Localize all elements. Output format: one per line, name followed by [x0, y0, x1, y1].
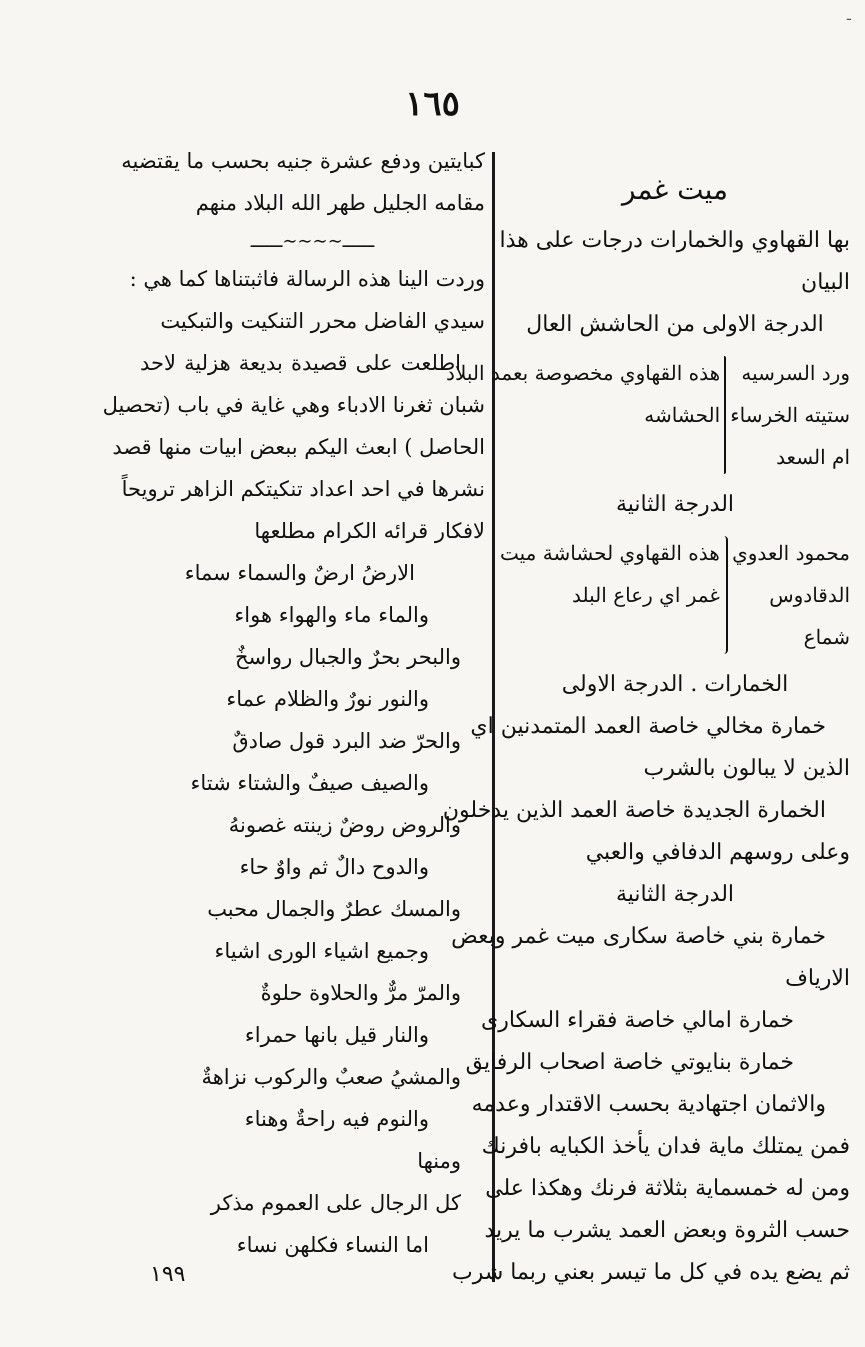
text-line: الذين لا يبالون بالشرب: [643, 756, 850, 781]
poem-line: والنوم فيه راحةٌ وهناء: [244, 1107, 429, 1131]
text-line: حسب الثروة وبعض العمد يشرب ما يريد: [484, 1218, 850, 1243]
brace-desc-line: غمر اي رعاع البلد: [572, 583, 720, 607]
poem-line: والحرّ ضد البرد قول صادقٌ: [232, 729, 461, 753]
brace-names: [730, 352, 850, 478]
text-line: الخمارة الجديدة خاصة العمد الذين يدخلون: [442, 798, 826, 823]
cafe-name: ورد السرسيه: [741, 361, 850, 385]
poem-line: والدوح دالٌ ثم واوٌ حاء: [239, 855, 429, 879]
intro-line: بها القهاوي والخمارات درجات على هذا: [499, 228, 850, 253]
cafe-name: ام السعد: [776, 445, 850, 469]
brace-description: [446, 352, 720, 478]
prose-line: الحاصل ) ابعث اليكم ببعض ابيات منها قصد: [112, 435, 485, 459]
brace-desc-line: هذه القهاوي مخصوصة بعمد البلاد: [446, 361, 721, 385]
brace-mark: [724, 536, 728, 654]
section-heading: الدرجة الثانية: [615, 882, 735, 907]
section-heading: الدرجة الثانية: [615, 492, 735, 517]
separator-glyphs: ــــــ∽∽∽∽ــــــ: [250, 230, 375, 252]
text-line: ومن له خمسماية بثلاثة فرنك وهكذا على: [485, 1176, 850, 1201]
text-line: خمارة بنايوتي خاصة اصحاب الرفايق: [465, 1050, 794, 1075]
brace-names: [732, 532, 850, 658]
text-line: وعلى روسهم الدفافي والعبي: [585, 840, 850, 865]
page-number: ١٦٥: [405, 84, 460, 124]
cafe-name: الدقادوس: [769, 583, 850, 607]
section-heading: الدرجة الاولى من الحاشش العال: [526, 312, 824, 337]
corner-mark: ـ: [846, 8, 851, 24]
poem-line: والروض روضٌ زينته غصونهُ: [228, 813, 461, 837]
prose-line: اطلعت على قصيدة بديعة هزلية لاحد: [140, 351, 461, 375]
poem-line: والمسك عطرٌ والجمال محبب: [207, 897, 461, 921]
text-line: فمن يمتلك ماية فدان يأخذ الكبايه بافرنك: [481, 1134, 850, 1159]
prose-line: شبان ثغرنا الادباء وهي غاية في باب (تحصيل: [102, 393, 485, 417]
cafe-name: ستيته الخرساء: [730, 403, 850, 427]
poem-line: والمشيُ صعبٌ والركوب نزاهةٌ: [201, 1065, 461, 1089]
brace-block: [500, 532, 850, 658]
brace-mark: [724, 356, 726, 474]
section-heading: الخمارات . الدرجة الاولى: [561, 672, 789, 697]
text-line: ثم يضع يده في كل ما تيسر بعني ربما شرب: [452, 1260, 850, 1285]
letter-address: سيدي الفاضل محرر التنكيت والتبكيت: [160, 309, 485, 333]
poem-line: كل الرجال على العموم مذكر: [210, 1191, 461, 1215]
cafe-name: محمود العدوي: [732, 541, 850, 565]
poem-line: والنور نورٌ والظلام عماء: [226, 687, 429, 711]
footer-number: ١٩٩: [150, 1262, 186, 1287]
brace-block: [446, 352, 850, 478]
text-line: خمارة امالي خاصة فقراء السكارى: [481, 1008, 794, 1033]
poem-line: والبحر بحرٌ والجبال رواسخٌ: [234, 645, 461, 669]
poem-line: والنار قيل بانها حمراء: [244, 1023, 429, 1047]
brace-desc-line: الحشاشه: [644, 403, 721, 427]
left-column: [102, 140, 485, 1266]
ornamental-separator: [140, 224, 485, 258]
poem-transition: ومنها: [417, 1149, 461, 1173]
poem-line: والصيف صيفٌ والشتاء شتاء: [190, 771, 429, 795]
section-title: ميت غمر: [621, 173, 729, 206]
right-column: [442, 140, 850, 1294]
text-line: خمارة بني خاصة سكارى ميت غمر وبعض: [451, 924, 826, 949]
text-line: الارياف: [785, 966, 850, 991]
intro-line: البيان: [801, 270, 850, 295]
poem-line: والمرّ مرٌّ والحلاوة حلوةٌ: [260, 981, 461, 1005]
text-line: والاثمان اجتهادية بحسب الاقتدار وعدمه: [471, 1092, 826, 1117]
poem-line: اما النساء فكلهن نساء: [236, 1233, 429, 1257]
text-line: خمارة مخالي خاصة العمد المتمدنين اي: [470, 714, 826, 739]
poem-line: وجميع اشياء الورى اشياء: [214, 939, 429, 963]
brace-description: [500, 532, 720, 658]
poem-line: والماء ماء والهواء هواء: [234, 603, 429, 627]
poem-line: الارضُ ارضٌ والسماء سماء: [184, 561, 415, 585]
brace-desc-line: هذه القهاوي لحشاشة ميت: [500, 541, 720, 565]
cafe-name: شماع: [803, 625, 850, 649]
text-line: مقامه الجليل طهر الله البلاد منهم: [195, 191, 485, 215]
letter-intro: وردت الينا هذه الرسالة فاثبتناها كما هي :: [129, 267, 485, 291]
prose-line: نشرها في احد اعداد تنكيتكم الزاهر ترويحاً: [121, 477, 485, 501]
text-line: كبايتين ودفع عشرة جنيه بحسب ما يقتضيه: [121, 149, 485, 173]
prose-line: لافكار قرائه الكرام مطلعها: [254, 519, 485, 543]
